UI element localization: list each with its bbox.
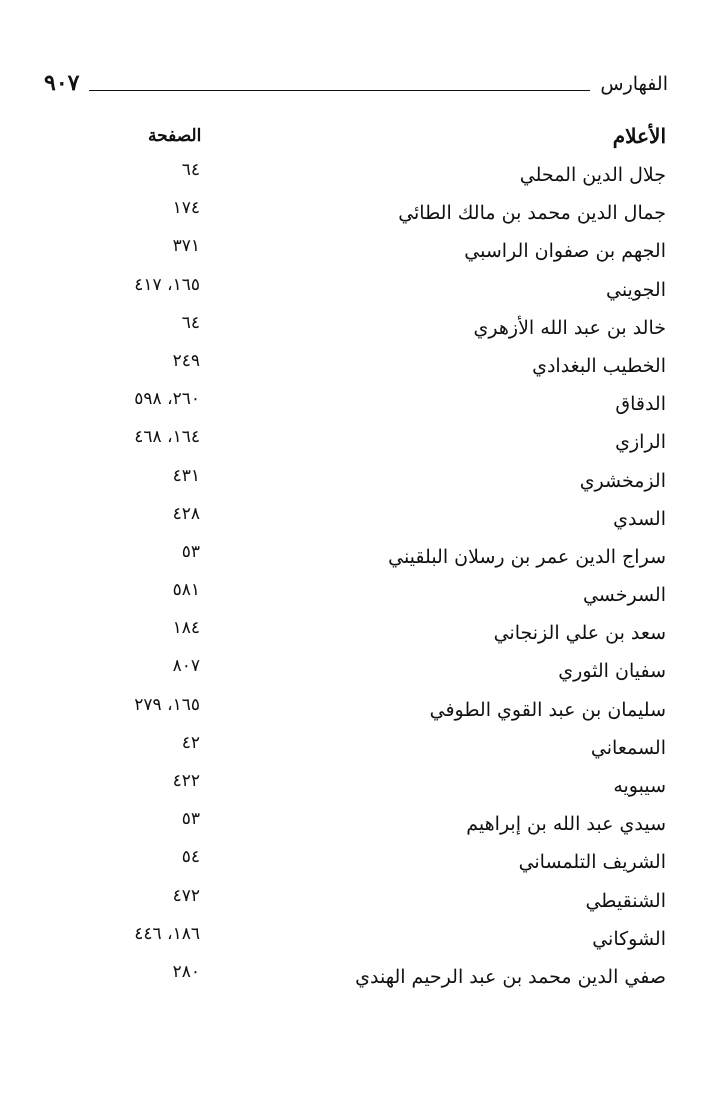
- page-number: ٩٠٧: [44, 70, 80, 96]
- entry-pages: ٤٢٨: [172, 503, 200, 524]
- entry-name: سعد بن علي الزنجاني: [493, 622, 666, 645]
- entry-name: الجويني: [605, 278, 666, 301]
- entry-pages: ٦٤: [181, 160, 200, 180]
- entry-pages: ٥٨١: [172, 580, 200, 601]
- entry-pages: ٢٤٩: [172, 350, 200, 371]
- entry-pages: ٥٣: [181, 809, 200, 830]
- index-entry: [0, 922, 708, 960]
- entry-name: الجهم بن صفوان الراسبي: [464, 240, 666, 263]
- header-title: الفهارس: [600, 73, 668, 95]
- index-entry: [0, 769, 708, 807]
- index-entry: [0, 654, 708, 692]
- entry-name: الرازي: [615, 431, 666, 454]
- entry-pages: ٨٠٧: [172, 656, 200, 677]
- entry-name: الشوكاني: [592, 927, 666, 950]
- entry-name: جلال الدين المحلي: [519, 164, 666, 186]
- names-column-heading: الأعلام: [612, 124, 666, 148]
- index-entry: [0, 158, 708, 196]
- index-entry: [0, 425, 708, 463]
- entry-pages: ١٨٦، ٤٤٦: [134, 923, 200, 944]
- entry-name: سفيان الثوري: [558, 660, 666, 683]
- pages-column-heading: الصفحة: [148, 126, 202, 146]
- index-entry: [0, 273, 708, 311]
- index-entry: [0, 807, 708, 845]
- column-headers: [0, 124, 708, 154]
- entry-name: سيدي عبد الله بن إبراهيم: [466, 813, 666, 836]
- index-entry: [0, 578, 708, 616]
- entry-pages: ١٦٤، ٤٦٨: [134, 427, 200, 448]
- entry-pages: ١٦٥، ٤١٧: [134, 274, 200, 295]
- index-entry: [0, 616, 708, 654]
- entry-pages: ٤٣١: [172, 465, 200, 486]
- entry-pages: ٢٨٠: [172, 961, 200, 982]
- index-entry: [0, 349, 708, 387]
- entry-name: خالد بن عبد الله الأزهري: [473, 316, 666, 339]
- entry-name: سيبويه: [613, 775, 666, 797]
- index-entry: [0, 845, 708, 883]
- entry-name: السمعاني: [590, 736, 666, 759]
- entry-name: الخطيب البغدادي: [532, 354, 666, 377]
- entry-pages: ٢٦٠، ٥٩٨: [134, 389, 200, 410]
- entry-name: السدي: [613, 507, 666, 530]
- index-entry: [0, 693, 708, 731]
- entry-pages: ٤٢: [181, 732, 200, 753]
- entry-pages: ٤٢٢: [172, 771, 200, 791]
- entry-pages: ١٧٤: [172, 198, 200, 219]
- index-entry: [0, 234, 708, 272]
- entry-pages: ١٨٤: [172, 618, 200, 639]
- entry-pages: ٥٤: [181, 847, 200, 868]
- entry-pages: ٣٧١: [172, 236, 200, 257]
- running-header: [44, 66, 668, 100]
- index-entry: [0, 884, 708, 922]
- index-entry: [0, 731, 708, 769]
- entry-name: الشريف التلمساني: [518, 851, 666, 874]
- index-list: [0, 158, 708, 998]
- entry-name: الدقاق: [615, 393, 666, 416]
- entry-pages: ٦٤: [181, 312, 200, 333]
- entry-name: سليمان بن عبد القوي الطوفي: [429, 698, 666, 721]
- index-entry: [0, 960, 708, 998]
- entry-name: الشنقيطي: [585, 889, 666, 912]
- index-entry: [0, 311, 708, 349]
- entry-name: الزمخشري: [579, 469, 666, 492]
- index-entry: [0, 196, 708, 234]
- entry-name: جمال الدين محمد بن مالك الطائي: [398, 202, 666, 225]
- entry-name: السرخسي: [582, 584, 666, 607]
- index-entry: [0, 502, 708, 540]
- header-rule: [89, 90, 590, 91]
- entry-pages: ٤٧٢: [172, 885, 200, 906]
- index-entry: [0, 464, 708, 502]
- entry-pages: ٥٣: [181, 541, 200, 562]
- entry-pages: ١٦٥، ٢٧٩: [134, 694, 200, 715]
- entry-name: سراج الدين عمر بن رسلان البلقيني: [388, 545, 666, 568]
- index-entry: [0, 540, 708, 578]
- entry-name: صفي الدين محمد بن عبد الرحيم الهندي: [355, 965, 666, 988]
- index-entry: [0, 387, 708, 425]
